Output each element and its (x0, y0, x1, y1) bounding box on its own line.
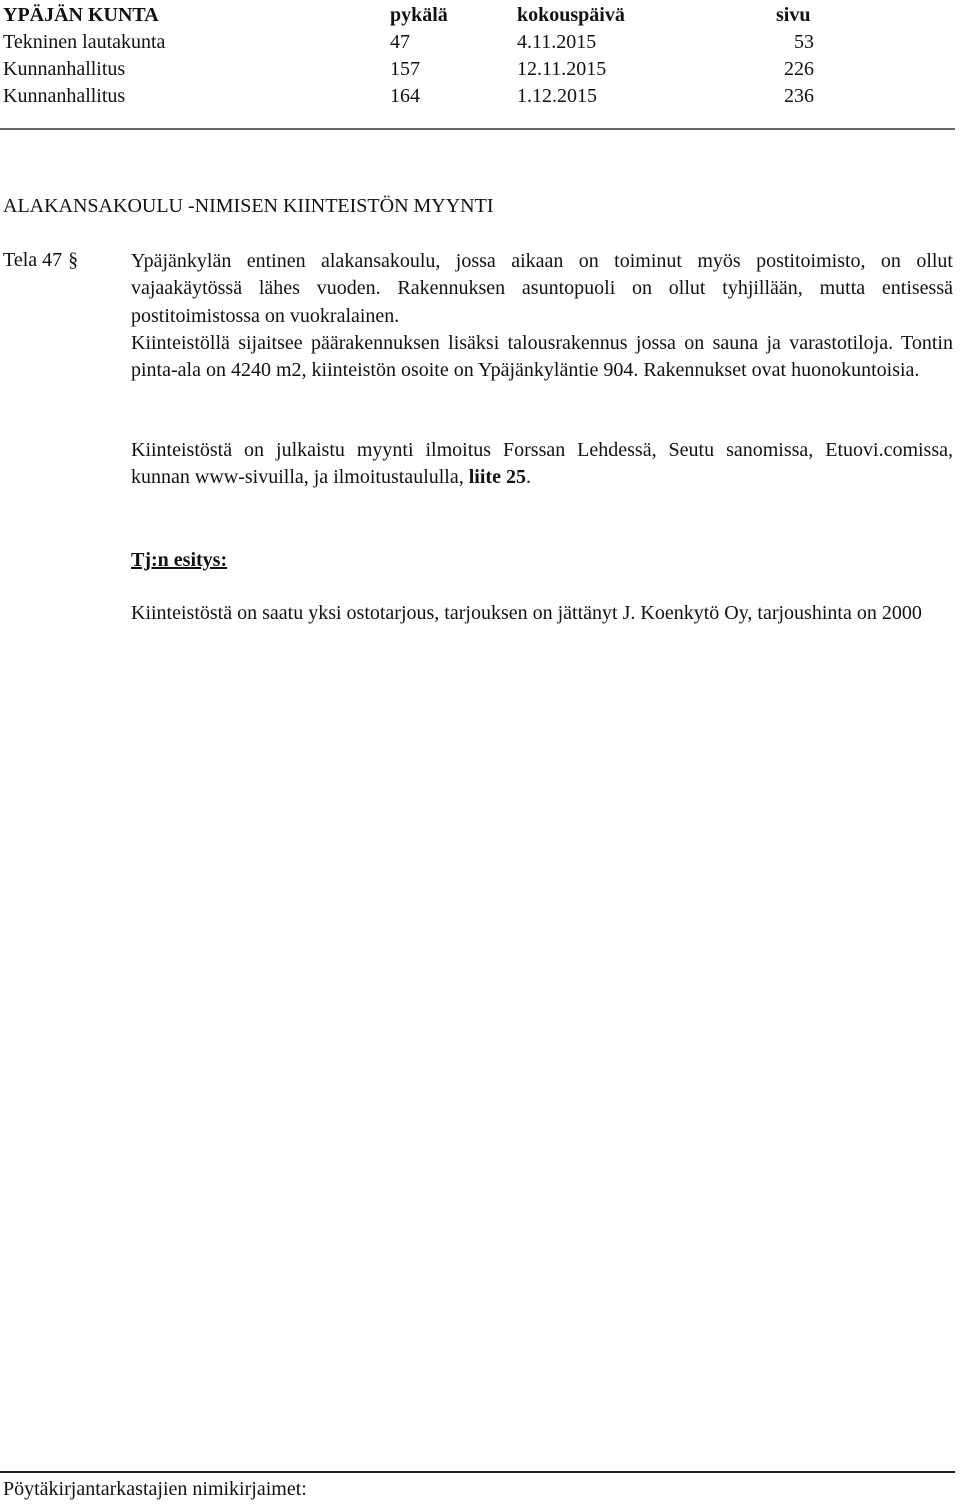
body-name: Kunnanhallitus (3, 58, 126, 80)
column-date: kokouspäivä (517, 4, 625, 26)
meeting-date: 1.12.2015 (517, 85, 597, 107)
paragraph-text: Kiinteistöstä on julkaistu myynti ilmoitus Forssan Lehdessä, Seutu sanomissa, Etuovi.comissa, kunnan www-sivuilla, ja ilmoitustaululla, (131, 439, 953, 489)
header-row (3, 29, 953, 56)
page-number: 236 (784, 85, 814, 107)
section-sign: § (68, 249, 79, 271)
section-number: Tela 47 (3, 249, 63, 271)
meeting-date: 12.11.2015 (517, 58, 607, 80)
paragraph (131, 437, 953, 492)
header-divider (0, 128, 955, 130)
body-name: Tekninen lautakunta (3, 31, 166, 53)
paragraph-block (131, 600, 953, 627)
page-number: 226 (784, 58, 814, 80)
column-pykala: pykälä (390, 4, 448, 26)
attachment-reference: liite 25 (468, 466, 526, 489)
municipality-name: YPÄJÄN KUNTA (3, 4, 159, 26)
section-label (3, 246, 78, 275)
paragraph-block (131, 248, 953, 384)
page-number: 53 (794, 31, 814, 53)
pykala-number: 157 (390, 58, 420, 80)
pykala-number: 164 (390, 85, 420, 107)
paragraph-block (131, 437, 953, 492)
signature-label: Pöytäkirjantarkastajien nimikirjaimet: (3, 1478, 307, 1500)
paragraph: Kiinteistöstä on saatu yksi ostotarjous, tarjouksen on jättänyt J. Koenkytö Oy, tarjoushinta on 2000 (131, 602, 922, 624)
meeting-date: 4.11.2015 (517, 31, 597, 53)
proposal-heading: Tj:n esitys: (131, 549, 228, 571)
column-sivu: sivu (776, 4, 811, 26)
paragraph: Ypäjänkylän entinen alakansakoulu, jossa aikaan on toiminut myös postitoimisto, on ollut vajaakäytössä lähes vuoden. Rakennuksen asuntopuoli on ollut tyhjillään, mutta entisessä postitoimistossa on vuokralainen. (131, 250, 953, 327)
header-column-row (3, 2, 953, 29)
document-title: ALAKANSAKOULU -NIMISEN KIINTEISTÖN MYYNTI (3, 195, 494, 217)
body-name: Kunnanhallitus (3, 85, 126, 107)
paragraph: Kiinteistöllä sijaitsee päärakennuksen lisäksi talousrakennus jossa on sauna ja varastotiloja. Tontin pinta-ala on 4240 m2, kiinteistön osoite on Ypäjänkyläntie 904. Rakennukset ovat huonokuntoisia. (131, 331, 953, 382)
header-row (3, 83, 953, 110)
pykala-number: 47 (390, 31, 410, 53)
proposal-heading-block (131, 547, 953, 574)
header-row (3, 56, 953, 83)
paragraph-text: . (525, 466, 531, 489)
footer-divider (0, 1471, 955, 1473)
